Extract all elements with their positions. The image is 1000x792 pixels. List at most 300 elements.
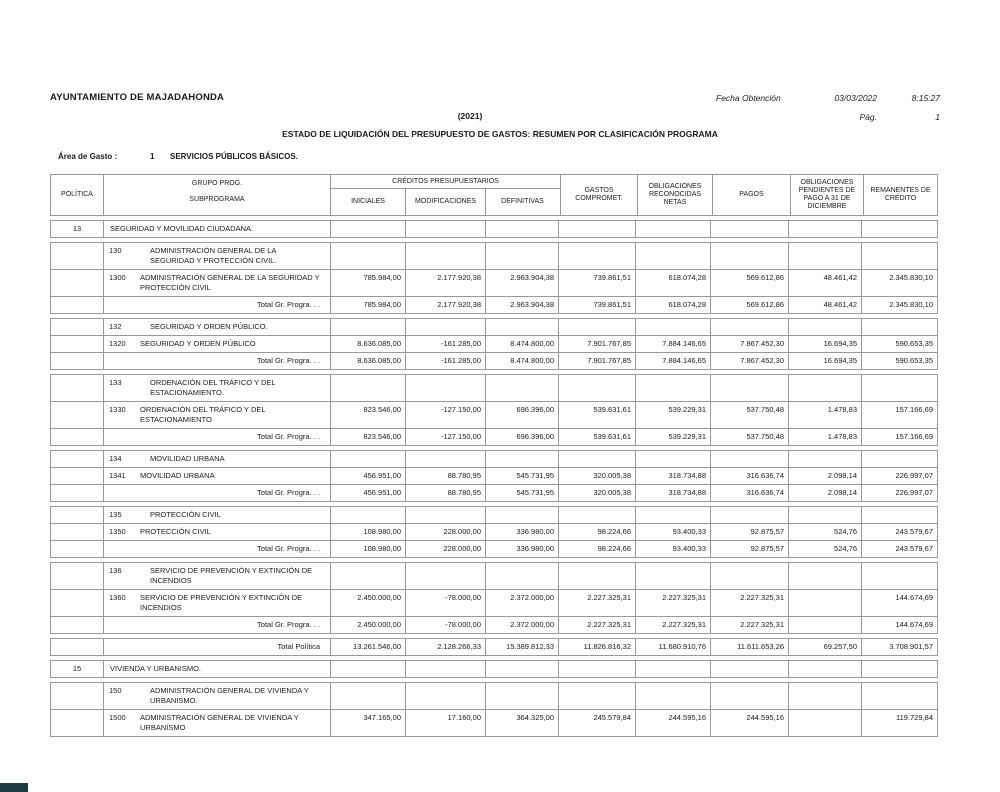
value-cell (406, 683, 486, 709)
fecha-obtencion-time: 8:15:27 (911, 93, 940, 103)
program-code: 135 (109, 510, 122, 519)
value-cell: 88.780,95 (406, 485, 486, 501)
value-cell: 144.674,69 (895, 593, 933, 602)
table-row (50, 709, 938, 737)
value-cell: 108.980,00 (331, 524, 406, 540)
budget-year: (2021) (457, 111, 483, 121)
value-cell: 2.098,14 (789, 468, 862, 484)
value-cell: 739.861,51 (559, 297, 636, 313)
value-cell: 69.257,50 (789, 639, 862, 655)
program-code: 1350 (109, 527, 126, 536)
program-cell (104, 639, 331, 655)
value-cell: -161.285,00 (406, 336, 486, 352)
value-cell (636, 375, 711, 401)
value-cell (711, 683, 789, 709)
value-cell: 228.000,00 (406, 524, 486, 540)
value-cell: 244.595,16 (711, 710, 789, 736)
value-cell: 17.160,00 (406, 710, 486, 736)
politica-cell (51, 639, 104, 655)
total-label: Total Gr. Progra. . . (257, 488, 320, 497)
politica-cell: 15 (51, 661, 104, 677)
value-cell (559, 451, 636, 467)
politica-cell (51, 243, 104, 269)
program-code: 130 (109, 246, 122, 255)
col-header-creditos-presupuestarios: CRÉDITOS PRESUPUESTARIOS (331, 175, 560, 189)
col-group-creditos (331, 175, 561, 215)
program-cell (104, 661, 331, 677)
value-cell (789, 683, 862, 709)
program-desc: ADMINISTRACIÓN GENERAL DE VIVIENDA Y URBANISMO (140, 713, 299, 732)
value-cell (406, 661, 486, 677)
value-cell (406, 221, 486, 237)
value-cell: 2.227.325,31 (711, 590, 789, 616)
politica-cell (51, 429, 104, 445)
program-cell (104, 485, 331, 501)
value-cell: 2.177.920,38 (406, 297, 486, 313)
value-cell (486, 563, 559, 589)
value-cell: 320.005,38 (559, 468, 636, 484)
value-cell: 88.780,95 (406, 468, 486, 484)
col-header-obligaciones-pendientes: OBLIGACIONES PENDIENTES DE PAGO A 31 DE DICIEMBRE (791, 175, 864, 215)
value-cell: 2.372.000,00 (486, 617, 559, 633)
col-header-modificaciones: MODIFICACIONES (406, 189, 486, 215)
program-cell (104, 451, 331, 467)
table-row (50, 220, 938, 238)
value-cell: 93.400,33 (636, 524, 711, 540)
program-cell (104, 507, 331, 523)
value-cell (789, 617, 862, 633)
politica-cell (51, 336, 104, 352)
value-cell: 524,76 (789, 541, 862, 557)
table-row (50, 638, 938, 656)
value-cell (862, 661, 937, 677)
budget-table (50, 174, 938, 737)
value-cell: -161.285,00 (406, 353, 486, 369)
politica-cell (51, 297, 104, 313)
program-code: 1500 (109, 713, 126, 722)
value-cell (862, 319, 937, 335)
politica-cell: 13 (51, 221, 104, 237)
value-cell: 226.997,07 (895, 488, 933, 497)
value-cell (331, 451, 406, 467)
program-cell (104, 297, 331, 313)
value-cell: 2.227.325,31 (559, 590, 636, 616)
table-row (50, 335, 938, 353)
program-cell (104, 541, 331, 557)
politica-cell (51, 468, 104, 484)
value-cell: 7.867.452,30 (711, 336, 789, 352)
value-cell: -78.000,00 (406, 617, 486, 633)
value-cell (711, 375, 789, 401)
value-cell (331, 661, 406, 677)
value-cell: 8.474.800,00 (486, 336, 559, 352)
value-cell: 157.166,69 (895, 432, 933, 441)
value-cell: 539.631,61 (559, 402, 636, 428)
value-cell (636, 451, 711, 467)
value-cell (331, 375, 406, 401)
table-row (50, 374, 938, 402)
value-cell: 823.546,00 (331, 429, 406, 445)
value-cell (406, 243, 486, 269)
value-cell: 785.984,00 (331, 297, 406, 313)
politica-cell (51, 590, 104, 616)
value-cell (862, 375, 937, 401)
area-de-gasto-name: SERVICIOS PÚBLICOS BÁSICOS. (170, 152, 298, 161)
value-cell (789, 319, 862, 335)
value-cell (711, 319, 789, 335)
program-desc: ADMINISTRACIÓN GENERAL DE LA SEGURIDAD Y PROTECCIÓN CIVIL (140, 273, 320, 292)
value-cell: -127.150,00 (406, 429, 486, 445)
col-header-grupo-prog: GRUPO PROG. (191, 179, 243, 187)
value-cell (559, 319, 636, 335)
value-cell: 318.734,88 (636, 485, 711, 501)
value-cell: 2.227.325,31 (559, 617, 636, 633)
value-cell: 8.474.800,00 (486, 353, 559, 369)
politica-cell (51, 617, 104, 633)
program-code: 150 (109, 686, 122, 695)
table-row (50, 450, 938, 468)
value-cell: 245.579,84 (559, 710, 636, 736)
politica-cell (51, 683, 104, 709)
value-cell (636, 563, 711, 589)
total-label: Total Gr. Progra. . . (257, 300, 320, 309)
value-cell: 2.345.830,10 (889, 273, 933, 282)
value-cell: 320.005,38 (559, 485, 636, 501)
col-header-pagos: PAGOS (713, 175, 791, 215)
value-cell (789, 710, 862, 736)
value-cell: 16.694,35 (789, 336, 862, 352)
value-cell (711, 243, 789, 269)
value-cell (711, 221, 789, 237)
table-row (50, 506, 938, 524)
value-cell: 92.875,57 (711, 541, 789, 557)
program-desc: SERVICIO DE PREVENCIÓN Y EXTINCIÓN DE INCENDIOS (140, 593, 303, 612)
col-header-programa (104, 175, 331, 215)
program-desc: PROTECCIÓN CIVIL (140, 527, 211, 536)
value-cell: 537.750,48 (711, 429, 789, 445)
program-code: 136 (109, 566, 122, 575)
value-cell: 8.636.085,00 (331, 353, 406, 369)
table-row (50, 296, 938, 314)
value-cell (486, 451, 559, 467)
value-cell (862, 563, 937, 589)
program-code: 1341 (109, 471, 126, 480)
value-cell: 590.653,35 (895, 356, 933, 365)
value-cell: 226.997,07 (895, 471, 933, 480)
program-code: 1300 (109, 273, 126, 282)
program-cell (104, 710, 331, 736)
value-cell (789, 661, 862, 677)
col-header-obligaciones-reconocidas: OBLIGACIONES RECONOCIDAS NETAS (638, 175, 713, 215)
program-desc: ADMINISTRACIÓN GENERAL DE LA SEGURIDAD Y PROTECCIÓN CIVIL. (150, 246, 277, 265)
value-cell: 98.224,66 (559, 541, 636, 557)
value-cell: 696.396,00 (486, 429, 559, 445)
value-cell (559, 563, 636, 589)
value-cell: 98.224,66 (559, 524, 636, 540)
value-cell (711, 507, 789, 523)
program-cell (104, 563, 331, 589)
value-cell: 15.389.812,33 (486, 639, 559, 655)
value-cell: 785.984,00 (331, 270, 406, 296)
value-cell: 2.372.000,00 (486, 590, 559, 616)
value-cell: 7.867.452,30 (711, 353, 789, 369)
program-code: 1320 (109, 339, 126, 348)
value-cell (789, 563, 862, 589)
value-cell: 347.165,00 (331, 710, 406, 736)
politica-cell (51, 710, 104, 736)
value-cell: 243.579,67 (895, 544, 933, 553)
value-cell: 7.901.767,85 (559, 353, 636, 369)
value-cell: 2.345.830,10 (889, 300, 933, 309)
program-desc: ORDENACIÓN DEL TRÁFICO Y DEL ESTACIONAMIENTO (140, 405, 266, 424)
program-code: 132 (109, 322, 122, 331)
col-header-definitivas: DEFINITIVAS (501, 198, 544, 205)
table-row (50, 562, 938, 590)
page-number-label: Pág. (859, 112, 877, 122)
value-cell: 48.461,42 (789, 270, 862, 296)
value-cell (331, 683, 406, 709)
program-cell (104, 590, 331, 616)
value-cell: 2.128.266,33 (406, 639, 486, 655)
area-de-gasto-code: 1 (150, 152, 155, 161)
value-cell (331, 221, 406, 237)
value-cell: 2.177.920,38 (406, 270, 486, 296)
value-cell: 244.595,16 (636, 710, 711, 736)
table-row (50, 401, 938, 429)
value-cell: 48.461,42 (789, 297, 862, 313)
col-header-subprograma: SUBPROGRAMA (189, 195, 245, 203)
value-cell: 11.680.910,76 (636, 639, 711, 655)
program-cell (104, 221, 331, 237)
value-cell (636, 243, 711, 269)
value-cell: 545.731,95 (486, 468, 559, 484)
total-label: Total Gr. Progra. . . (257, 544, 320, 553)
value-cell: 569.612,86 (711, 270, 789, 296)
value-cell: 3.708.901,57 (889, 642, 933, 651)
value-cell (711, 563, 789, 589)
politica-cell (51, 524, 104, 540)
page-title: ESTADO DE LIQUIDACIÓN DEL PRESUPUESTO DE GASTOS: RESUMEN POR CLASIFICACIÓN PROGRAMA (282, 129, 718, 139)
value-cell (486, 243, 559, 269)
value-cell: 2.963.904,38 (486, 270, 559, 296)
program-cell (104, 683, 331, 709)
value-cell (331, 563, 406, 589)
program-cell (104, 243, 331, 269)
value-cell: 119.729,84 (896, 713, 933, 722)
value-cell (636, 507, 711, 523)
program-code: 1360 (109, 593, 126, 602)
value-cell: 823.546,00 (331, 402, 406, 428)
table-row (50, 428, 938, 446)
value-cell: 539.229,31 (636, 429, 711, 445)
value-cell: 590.653,35 (895, 339, 933, 348)
politica-cell (51, 375, 104, 401)
table-row (50, 540, 938, 558)
value-cell: 2.098,14 (789, 485, 862, 501)
col-header-politica: POLÍTICA (51, 175, 104, 215)
value-cell: 1.478,83 (789, 429, 862, 445)
table-row (50, 616, 938, 634)
value-cell (486, 507, 559, 523)
value-cell: 13.261.546,00 (331, 639, 406, 655)
value-cell: 316.636,74 (711, 485, 789, 501)
value-cell: 108.980,00 (331, 541, 406, 557)
program-code: 1330 (109, 405, 126, 414)
value-cell (636, 221, 711, 237)
value-cell: 92.875,57 (711, 524, 789, 540)
value-cell: 539.229,31 (636, 402, 711, 428)
program-code: 133 (109, 378, 122, 387)
value-cell: 228.000,00 (406, 541, 486, 557)
value-cell: 336.980,00 (486, 524, 559, 540)
value-cell: 144.674,69 (895, 620, 933, 629)
value-cell: 16.694,35 (789, 353, 862, 369)
col-header-gastos-comprometidos: GASTOS COMPROMET. (561, 175, 638, 215)
program-desc: SERVICIO DE PREVENCIÓN Y EXTINCIÓN DE INCENDIOS (150, 566, 313, 585)
program-cell (104, 524, 331, 540)
value-cell: 524,76 (789, 524, 862, 540)
value-cell: 7.901.767,85 (559, 336, 636, 352)
value-cell: 364.325,00 (486, 710, 559, 736)
politica-cell (51, 451, 104, 467)
value-cell: 456.951,00 (331, 485, 406, 501)
politica-cell (51, 485, 104, 501)
table-row (50, 242, 938, 270)
politica-cell (51, 319, 104, 335)
table-row (50, 589, 938, 617)
program-code: 134 (109, 454, 122, 463)
value-cell: 336.980,00 (486, 541, 559, 557)
value-cell (486, 683, 559, 709)
total-label: Total Gr. Progra. . . (257, 432, 320, 441)
value-cell: 1.478,83 (789, 402, 862, 428)
creditos-subheaders (331, 189, 560, 215)
program-desc: MOVILIDAD URBANA (140, 471, 215, 480)
fecha-obtencion-label: Fecha Obtención (716, 93, 781, 103)
corner-mark (0, 783, 28, 792)
value-cell: -127.150,00 (406, 402, 486, 428)
value-cell: -78.000,00 (406, 590, 486, 616)
value-cell (636, 319, 711, 335)
politica-cell (51, 402, 104, 428)
table-row (50, 484, 938, 502)
table-row (50, 269, 938, 297)
area-de-gasto-label: Área de Gasto : (58, 152, 118, 161)
program-desc: SEGURIDAD Y MOVILIDAD CIUDADANA. (110, 224, 254, 233)
value-cell: 545.731,95 (486, 485, 559, 501)
value-cell (486, 221, 559, 237)
value-cell: 456.951,00 (331, 468, 406, 484)
program-cell (104, 353, 331, 369)
value-cell: 2.963.904,38 (486, 297, 559, 313)
program-cell (104, 319, 331, 335)
value-cell: 739.861,51 (559, 270, 636, 296)
value-cell (862, 221, 937, 237)
value-cell: 2.450.000,00 (331, 617, 406, 633)
value-cell (862, 243, 937, 269)
org-title: AYUNTAMIENTO DE MAJADAHONDA (50, 92, 225, 103)
value-cell (486, 661, 559, 677)
value-cell (862, 507, 937, 523)
value-cell (789, 375, 862, 401)
total-label: Total Política (277, 642, 320, 651)
table-row (50, 682, 938, 710)
value-cell (789, 451, 862, 467)
value-cell: 8.636.085,00 (331, 336, 406, 352)
program-desc: ORDENACIÓN DEL TRÁFICO Y DEL ESTACIONAMIENTO. (150, 378, 276, 397)
value-cell (862, 683, 937, 709)
value-cell (559, 375, 636, 401)
program-desc: SEGURIDAD Y ORDEN PÚBLICO (140, 339, 256, 348)
value-cell (331, 243, 406, 269)
value-cell: 539.631,61 (559, 429, 636, 445)
table-row (50, 352, 938, 370)
program-desc: VIVIENDA Y URBANISMO. (110, 664, 201, 673)
program-desc: PROTECCIÓN CIVIL (150, 510, 221, 519)
value-cell (406, 451, 486, 467)
value-cell: 11.611.653,26 (711, 639, 789, 655)
col-header-iniciales: INICIALES (331, 189, 406, 215)
total-label: Total Gr. Progra. . . (257, 620, 320, 629)
value-cell (559, 683, 636, 709)
program-cell (104, 468, 331, 484)
program-desc: ADMINISTRACIÓN GENERAL DE VIVIENDA Y URBANISMO. (150, 686, 309, 705)
value-cell: 11.826.816,32 (559, 639, 636, 655)
value-cell (486, 375, 559, 401)
value-cell (711, 451, 789, 467)
value-cell (331, 319, 406, 335)
value-cell (331, 507, 406, 523)
value-cell: 2.227.325,31 (636, 617, 711, 633)
program-cell (104, 429, 331, 445)
value-cell: 2.227.325,31 (711, 617, 789, 633)
fecha-obtencion-date: 03/03/2022 (834, 93, 877, 103)
program-cell (104, 336, 331, 352)
value-cell (559, 243, 636, 269)
value-cell (789, 590, 862, 616)
table-body (50, 220, 938, 737)
politica-cell (51, 270, 104, 296)
value-cell (406, 507, 486, 523)
program-desc: SEGURIDAD Y ORDEN PÚBLICO. (150, 322, 268, 331)
program-cell (104, 402, 331, 428)
politica-cell (51, 541, 104, 557)
table-row (50, 467, 938, 485)
value-cell: 618.074,28 (636, 297, 711, 313)
politica-cell (51, 563, 104, 589)
value-cell (711, 661, 789, 677)
value-cell: 7.884.146,65 (636, 353, 711, 369)
table-row (50, 660, 938, 678)
value-cell (486, 319, 559, 335)
value-cell (789, 221, 862, 237)
value-cell (862, 451, 937, 467)
value-cell: 157.166,69 (895, 405, 933, 414)
value-cell: 93.400,33 (636, 541, 711, 557)
col-header-remanentes: REMANENTES DE CRÉDITO (870, 187, 931, 202)
value-cell: 318.734,88 (636, 468, 711, 484)
value-cell (406, 375, 486, 401)
value-cell: 316.636,74 (711, 468, 789, 484)
value-cell: 537.750,48 (711, 402, 789, 428)
value-cell (636, 661, 711, 677)
value-cell (559, 507, 636, 523)
value-cell (789, 507, 862, 523)
value-cell: 243.579,67 (895, 527, 933, 536)
politica-cell (51, 353, 104, 369)
value-cell: 2.450.000,00 (331, 590, 406, 616)
page-number-value: 1 (935, 112, 940, 122)
